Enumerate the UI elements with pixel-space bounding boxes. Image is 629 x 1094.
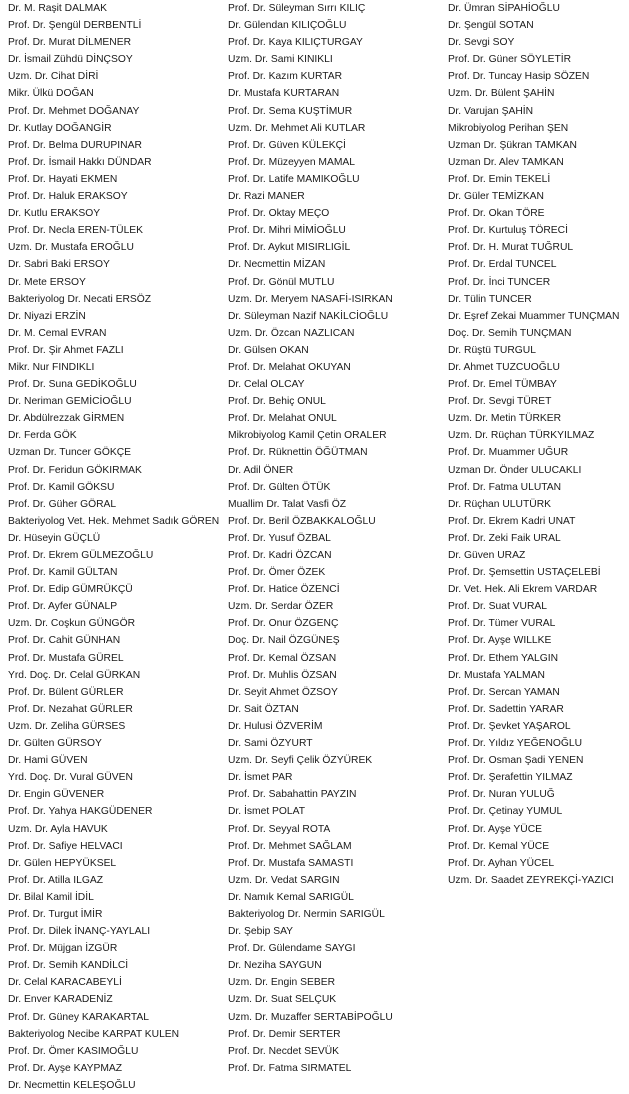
name-entry: Prof. Dr. Mihri MİMİOĞLU xyxy=(228,225,346,237)
name-entry: Dr. Mustafa KURTARAN xyxy=(228,88,340,100)
name-entry: Prof. Dr. Hatice ÖZENCİ xyxy=(228,584,340,596)
name-entry: Prof. Dr. Necdet SEVÜK xyxy=(228,1045,340,1057)
name-entry: Uzman Dr. Tuncer GÖKÇE xyxy=(8,447,132,459)
name-entry: Dr. Neziha SAYGUN xyxy=(228,960,322,972)
name-entry: Dr. Rüştü TURGUL xyxy=(448,344,536,356)
name-entry: Prof. Dr. Mehmet SAĞLAM xyxy=(228,840,352,852)
name-entry: Prof. Dr. Güven KÜLEKÇİ xyxy=(228,139,346,151)
name-entry: Prof. Dr. Tümer VURAL xyxy=(448,618,556,630)
name-entry: Prof. Dr. Sevgi TÜRET xyxy=(448,396,552,408)
name-entry: Dr. Seyit Ahmet ÖZSOY xyxy=(228,686,338,698)
name-entry: Prof. Dr. Aykut MISIRLIGİL xyxy=(228,242,351,254)
name-entry: Uzm. Dr. Coşkun GÜNGÖR xyxy=(8,618,136,630)
name-entry: Uzm. Dr. Muzaffer SERTABİPOĞLU xyxy=(228,1011,393,1023)
name-entry: Prof. Dr. Demir SERTER xyxy=(228,1028,341,1040)
name-entry: Prof. Dr. Safiye HELVACI xyxy=(8,840,123,852)
name-entry: Prof. Dr. Sabahattin PAYZIN xyxy=(228,789,357,801)
name-entry: Uzm. Dr. Mehmet Ali KUTLAR xyxy=(228,122,366,134)
name-entry: Dr. Hami GÜVEN xyxy=(8,755,88,767)
name-entry: Dr. Varujan ŞAHİN xyxy=(448,105,534,117)
name-entry: Bakteriyolog Dr. Necati ERSÖZ xyxy=(8,293,152,305)
name-entry: Dr. Necmettin KELEŞOĞLU xyxy=(8,1079,136,1091)
name-entry: Prof. Dr. Ayhan YÜCEL xyxy=(448,857,555,869)
name-entry: Bakteriyolog Vet. Hek. Mehmet Sadık GÖREN xyxy=(8,515,220,527)
name-entry: Dr. Şengül SOTAN xyxy=(448,20,534,32)
name-entry: Prof. Dr. Fatma ULUTAN xyxy=(448,481,562,493)
name-column-1 xyxy=(8,0,223,1094)
name-entry: Prof. Dr. Onur ÖZGENÇ xyxy=(228,618,339,630)
name-entry: Prof. Dr. Emel TÜMBAY xyxy=(448,379,557,391)
name-entry: Prof. Dr. Yıldız YEĞENOĞLU xyxy=(448,738,583,750)
name-entry: Doç. Dr. Nail ÖZGÜNEŞ xyxy=(228,635,340,647)
name-entry: Dr. Şebip SAY xyxy=(228,926,294,938)
name-entry: Dr. Mete ERSOY xyxy=(8,276,86,288)
name-entry: Dr. Eşref Zekai Muammer TUNÇMAN xyxy=(448,310,620,322)
name-entry: Prof. Dr. Çetinay YUMUL xyxy=(448,806,563,818)
name-entry: Dr. M. Cemal EVRAN xyxy=(8,327,107,339)
name-entry: Prof. Dr. Dilek İNANÇ-YAYLALI xyxy=(8,926,151,938)
name-entry: Dr. Ümran SİPAHİOĞLU xyxy=(448,3,560,14)
name-entry: Dr. Gülendan KILIÇOĞLU xyxy=(228,20,347,32)
name-entry: Dr. Rüçhan ULUTÜRK xyxy=(448,498,551,510)
name-entry: Dr. Razi MANER xyxy=(228,191,305,203)
name-entry: Uzm. Dr. Zeliha GÜRSES xyxy=(8,720,126,732)
name-entry: Uzm. Dr. Bülent ŞAHİN xyxy=(448,88,555,100)
name-entry: Prof. Dr. Güher GÖRAL xyxy=(8,498,117,510)
name-entry: Dr. Necmettin MİZAN xyxy=(228,259,326,271)
name-entry: Dr. Sait ÖZTAN xyxy=(228,703,299,715)
name-entry: Uzm. Dr. Serdar ÖZER xyxy=(228,601,334,613)
name-entry: Prof. Dr. Güney KARAKARTAL xyxy=(8,1011,149,1023)
name-entry: Dr. Hulusi ÖZVERİM xyxy=(228,720,323,732)
name-entry: Dr. Gülten GÜRSOY xyxy=(8,738,102,750)
name-entry: Prof. Dr. Şevket YAŞAROL xyxy=(448,720,571,732)
name-entry: Uzm. Dr. Ayla HAVUK xyxy=(8,823,108,835)
name-entry: Prof. Dr. Mustafa GÜREL xyxy=(8,652,124,664)
name-entry: Dr. Kutlu ERAKSOY xyxy=(8,208,101,220)
name-entry: Prof. Dr. Nuran YULUĞ xyxy=(448,789,555,801)
name-entry: Prof. Dr. Nezahat GÜRLER xyxy=(8,703,133,715)
name-entry: Uzm. Dr. Sami KINIKLI xyxy=(228,54,333,66)
name-entry: Prof. Dr. Erdal TUNCEL xyxy=(448,259,557,271)
name-entry: Mikrobiyolog Kamil Çetin ORALER xyxy=(228,430,387,442)
name-entry: Uzm. Dr. Saadet ZEYREKÇİ-YAZICI xyxy=(448,874,614,886)
name-entry: Dr. İsmet POLAT xyxy=(228,806,306,818)
name-entry: Dr. İsmet PAR xyxy=(228,772,293,784)
name-entry: Dr. Engin GÜVENER xyxy=(8,789,105,801)
name-entry: Mikrobiyolog Perihan ŞEN xyxy=(448,122,569,134)
name-entry: Prof. Dr. Yahya HAKGÜDENER xyxy=(8,806,153,818)
name-entry: Dr. Adil ÖNER xyxy=(228,464,294,476)
name-entry: Dr. Güler TEMİZKAN xyxy=(448,191,544,203)
name-entry: Uzman Dr. Önder ULUCAKLI xyxy=(448,464,582,476)
name-entry: Dr. Güven URAZ xyxy=(448,550,526,561)
name-entry: Uzm. Dr. Suat SELÇUK xyxy=(228,994,337,1006)
name-entry: Prof. Dr. Ayşe YÜCE xyxy=(448,823,543,835)
name-entry: Dr. İsmail Zühdü DİNÇSOY xyxy=(8,54,133,66)
name-entry: Dr. M. Raşit DALMAK xyxy=(8,3,107,14)
name-entry: Prof. Dr. Fatma SIRMATEL xyxy=(228,1062,352,1074)
name-entry: Prof. Dr. Ayşe WILLKE xyxy=(448,635,552,647)
name-entry: Prof. Dr. Behiç ONUL xyxy=(228,396,326,408)
name-entry: Dr. Enver KARADENİZ xyxy=(8,994,113,1006)
name-entry: Yrd. Doç. Dr. Celal GÜRKAN xyxy=(8,669,141,681)
name-entry: Prof. Dr. Kemal YÜCE xyxy=(448,840,550,852)
name-entry: Yrd. Doç. Dr. Vural GÜVEN xyxy=(8,772,133,784)
name-entry: Dr. Kutlay DOĞANGİR xyxy=(8,122,112,134)
name-entry: Dr. Niyazi ERZİN xyxy=(8,310,86,322)
name-entry: Prof. Dr. Kemal ÖZSAN xyxy=(228,652,337,664)
name-entry: Dr. Abdülrezzak GİRMEN xyxy=(8,413,125,425)
name-entry: Prof. Dr. Haluk ERAKSOY xyxy=(8,191,128,203)
name-entry: Dr. Ahmet TUZCUOĞLU xyxy=(448,361,560,373)
name-entry: Mikr. Ülkü DOĞAN xyxy=(8,88,94,100)
name-entry: Prof. Dr. Semih KANDİLCİ xyxy=(8,960,129,972)
name-entry: Prof. Dr. Mehmet DOĞANAY xyxy=(8,105,140,117)
name-entry: Prof. Dr. Kurtuluş TÖRECİ xyxy=(448,225,568,237)
name-entry: Prof. Dr. Bülent GÜRLER xyxy=(8,686,124,698)
name-entry: Prof. Dr. Süleyman Sırrı KILIÇ xyxy=(228,3,366,14)
name-entry: Prof. Dr. Muhlis ÖZSAN xyxy=(228,669,337,681)
name-entry: Uzman Dr. Alev TAMKAN xyxy=(448,156,564,168)
name-entry: Prof. Dr. Ekrem Kadri UNAT xyxy=(448,515,576,527)
name-entry: Uzm. Dr. Rüçhan TÜRKYILMAZ xyxy=(448,430,595,442)
name-entry: Prof. Dr. Kadri ÖZCAN xyxy=(228,550,332,561)
name-entry: Uzm. Dr. Seyfi Çelik ÖZYÜREK xyxy=(228,755,373,767)
name-entry: Dr. Sevgi SOY xyxy=(448,37,515,49)
name-entry: Prof. Dr. Şerafettin YILMAZ xyxy=(448,772,573,784)
name-entry: Prof. Dr. Kamil GÖKSU xyxy=(8,481,115,493)
name-entry: Bakteriyolog Necibe KARPAT KULEN xyxy=(8,1028,180,1040)
name-entry: Prof. Dr. Kazım KURTAR xyxy=(228,71,343,83)
name-entry: Prof. Dr. Murat DİLMENER xyxy=(8,37,132,49)
name-entry: Uzman Dr. Şükran TAMKAN xyxy=(448,139,577,151)
name-entry: Prof. Dr. Ayşe KAYPMAZ xyxy=(8,1062,123,1074)
name-entry: Prof. Dr. Belma DURUPINAR xyxy=(8,139,142,151)
name-entry: Dr. Sabri Baki ERSOY xyxy=(8,259,110,271)
name-entry: Prof. Dr. Emin TEKELİ xyxy=(448,173,551,185)
name-entry: Dr. Namık Kemal SARIGÜL xyxy=(228,891,354,903)
name-entry: Prof. Dr. Hayati EKMEN xyxy=(8,173,118,185)
name-column-3 xyxy=(448,0,629,889)
name-entry: Dr. Neriman GEMİCİOĞLU xyxy=(8,396,132,408)
name-entry: Prof. Dr. Suna GEDİKOĞLU xyxy=(8,379,137,391)
name-entry: Prof. Dr. Sadettin YARAR xyxy=(448,703,564,715)
name-entry: Prof. Dr. Ekrem GÜLMEZOĞLU xyxy=(8,550,154,561)
name-entry: Dr. Tülin TUNCER xyxy=(448,293,532,305)
name-entry: Prof. Dr. H. Murat TUĞRUL xyxy=(448,242,574,254)
name-entry: Prof. Dr. Müzeyyen MAMAL xyxy=(228,156,356,168)
name-entry: Prof. Dr. Şir Ahmet FAZLI xyxy=(8,344,124,356)
name-entry: Prof. Dr. Osman Şadi YENEN xyxy=(448,755,584,767)
name-entry: Prof. Dr. Oktay MEÇO xyxy=(228,208,330,220)
name-entry: Prof. Dr. Gülendame SAYGI xyxy=(228,943,356,955)
name-entry: Prof. Dr. Kamil GÜLTAN xyxy=(8,567,118,579)
name-entry: Prof. Dr. Sema KUŞTİMUR xyxy=(228,105,353,117)
name-entry: Uzm. Dr. Vedat SARGIN xyxy=(228,874,340,886)
name-entry: Dr. Mustafa YALMAN xyxy=(448,669,545,681)
name-entry: Prof. Dr. Tuncay Hasip SÖZEN xyxy=(448,71,590,83)
name-entry: Prof. Dr. Yusuf ÖZBAL xyxy=(228,532,331,544)
name-entry: Dr. Gülen HEPYÜKSEL xyxy=(8,857,117,869)
name-entry: Prof. Dr. Turgut İMİR xyxy=(8,908,103,920)
name-entry: Prof. Dr. Ethem YALGIN xyxy=(448,652,559,664)
name-entry: Dr. Gülsen OKAN xyxy=(228,344,309,356)
name-entry: Prof. Dr. Kaya KILIÇTURGAY xyxy=(228,37,363,49)
name-entry: Dr. Hüseyin GÜÇLÜ xyxy=(8,532,101,544)
name-entry: Prof. Dr. Gönül MUTLU xyxy=(228,276,335,288)
name-entry: Prof. Dr. Şengül DERBENTLİ xyxy=(8,20,142,32)
name-entry: Dr. Sami ÖZYURT xyxy=(228,738,313,750)
name-entry: Uzm. Dr. Metin TÜRKER xyxy=(448,413,562,425)
name-entry: Prof. Dr. Rüknettin ÖĞÜTMAN xyxy=(228,447,368,459)
name-entry: Uzm. Dr. Mustafa EROĞLU xyxy=(8,242,134,254)
name-entry: Prof. Dr. Gülten ÖTÜK xyxy=(228,481,331,493)
name-column-2 xyxy=(228,0,445,1077)
name-entry: Mikr. Nur FINDIKLI xyxy=(8,361,95,373)
name-entry: Prof. Dr. Necla EREN-TÜLEK xyxy=(8,225,144,237)
name-entry: Prof. Dr. Suat VURAL xyxy=(448,601,548,613)
name-entry: Prof. Dr. Melahat OKUYAN xyxy=(228,361,351,373)
name-entry: Uzm. Dr. Cihat DİRİ xyxy=(8,71,99,83)
name-entry: Dr. Celal OLCAY xyxy=(228,379,305,391)
name-entry: Doç. Dr. Semih TUNÇMAN xyxy=(448,327,572,339)
name-entry: Prof. Dr. Edip GÜMRÜKÇÜ xyxy=(8,584,133,596)
name-entry: Prof. Dr. Mustafa SAMASTI xyxy=(228,857,354,869)
name-entry: Dr. Bilal Kamil İDİL xyxy=(8,891,94,903)
name-entry: Prof. Dr. Beril ÖZBAKKALOĞLU xyxy=(228,515,376,527)
name-entry: Prof. Dr. Muammer UĞUR xyxy=(448,447,569,459)
name-entry: Bakteriyolog Dr. Nermin SARIGÜL xyxy=(228,908,385,920)
name-entry: Uzm. Dr. Özcan NAZLICAN xyxy=(228,327,355,339)
name-entry: Uzm. Dr. Engin SEBER xyxy=(228,977,336,989)
name-entry: Prof. Dr. Okan TÖRE xyxy=(448,208,545,220)
name-entry: Prof. Dr. Müjgan İZGÜR xyxy=(8,943,118,955)
name-entry: Dr. Vet. Hek. Ali Ekrem VARDAR xyxy=(448,584,598,596)
name-entry: Prof. Dr. Cahit GÜNHAN xyxy=(8,635,121,647)
name-entry: Prof. Dr. Ayfer GÜNALP xyxy=(8,601,118,613)
name-entry: Prof. Dr. Ömer ÖZEK xyxy=(228,567,326,579)
name-entry: Prof. Dr. Atilla ILGAZ xyxy=(8,874,103,886)
name-entry: Prof. Dr. Sercan YAMAN xyxy=(448,686,560,698)
name-entry: Dr. Ferda GÖK xyxy=(8,430,77,442)
name-entry: Prof. Dr. Melahat ONUL xyxy=(228,413,337,425)
name-entry: Prof. Dr. Feridun GÖKIRMAK xyxy=(8,464,142,476)
name-entry: Dr. Süleyman Nazif NAKİLCİOĞLU xyxy=(228,310,389,322)
name-entry: Prof. Dr. İnci TUNCER xyxy=(448,276,551,288)
name-entry: Muallim Dr. Talat Vasfi ÖZ xyxy=(228,498,347,510)
name-entry: Prof. Dr. Güner SÖYLETİR xyxy=(448,54,572,66)
name-entry: Prof. Dr. İsmail Hakkı DÜNDAR xyxy=(8,156,152,168)
name-entry: Dr. Celal KARACABEYLİ xyxy=(8,977,122,989)
name-entry: Prof. Dr. Latife MAMIKOĞLU xyxy=(228,173,360,185)
name-entry: Prof. Dr. Şemsettin USTAÇELEBİ xyxy=(448,567,601,579)
name-entry: Prof. Dr. Ömer KASIMOĞLU xyxy=(8,1045,139,1057)
name-entry: Uzm. Dr. Meryem NASAFİ-ISIRKAN xyxy=(228,293,393,305)
name-entry: Prof. Dr. Seyyal ROTA xyxy=(228,823,331,835)
name-entry: Prof. Dr. Zeki Faik URAL xyxy=(448,532,561,544)
